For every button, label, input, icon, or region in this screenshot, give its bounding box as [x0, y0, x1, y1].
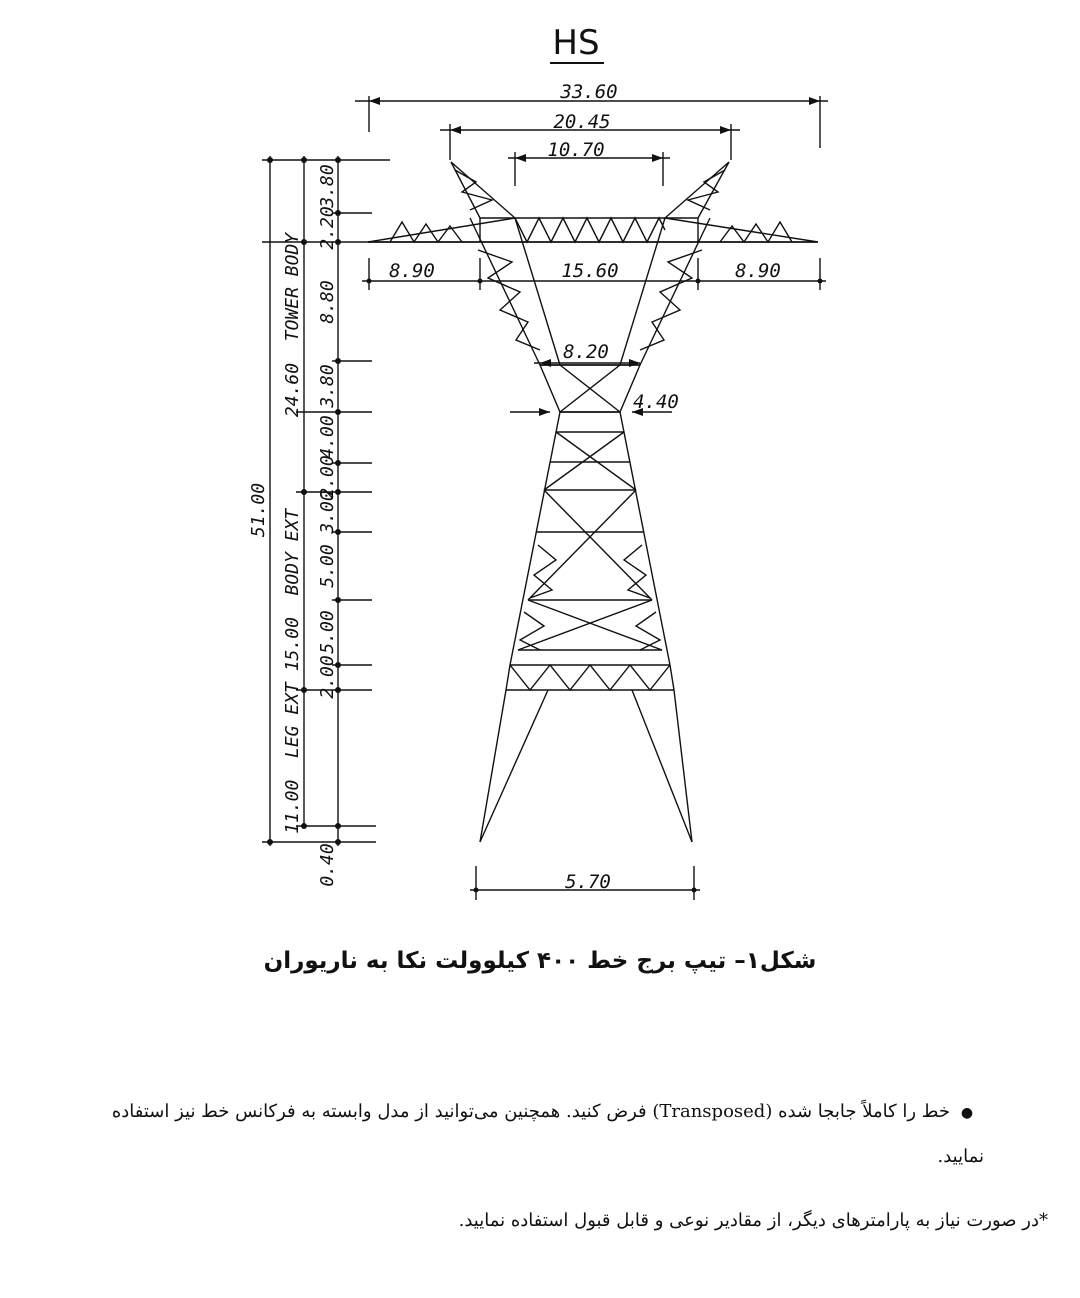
dim-base-width: 5.70	[565, 871, 611, 893]
dim-neck-width: 4.40	[633, 391, 679, 413]
dim-inner-span: 10.70	[547, 139, 605, 161]
dim-right-arm: 8.90	[735, 260, 781, 282]
dim-seg-9: 5.00	[317, 610, 338, 654]
bullet-note	[108, 1090, 984, 1179]
dim-seg-4: 3.80	[317, 364, 338, 408]
figure-caption: شکل۱– تیپ برج خط ۴۰۰ کیلوولت نکا به ناریوران	[263, 948, 817, 974]
dim-seg-11: 0.40	[317, 843, 338, 887]
dim-seg-1: 3.80	[317, 164, 338, 208]
dim-seg-6: 2.00	[317, 455, 338, 499]
dim-total-height: 51.00	[248, 482, 269, 538]
figure-title: HS	[552, 23, 600, 63]
dim-seg-8: 5.00	[317, 544, 338, 588]
dim-seg-3: 8.80	[317, 280, 338, 324]
dim-tower-body: 24.60 TOWER BODY	[282, 232, 303, 418]
dim-upper-span: 20.45	[553, 111, 611, 133]
bullet-icon: ●	[960, 1105, 974, 1121]
dim-seg-10: 2.00	[317, 655, 338, 699]
dim-seg-7: 3.00	[317, 490, 338, 534]
dim-seg-5: 4.00	[317, 415, 338, 459]
dim-seg-2: 2.20	[317, 206, 338, 250]
dim-body-ext: 15.00 BODY EXT	[282, 508, 303, 672]
dim-center-arm: 15.60	[561, 260, 619, 282]
footnote: *در صورت نیاز به پارامترهای دیگر، از مقادیر نوعی و قابل قبول استفاده نمایید.	[458, 1210, 1048, 1231]
dim-total-span: 33.60	[560, 81, 618, 103]
dim-leg-ext: 11.00 LEG EXT	[282, 682, 303, 834]
dim-left-arm: 8.90	[389, 260, 435, 282]
dim-waist-width: 8.20	[563, 341, 609, 363]
bullet-note-text: خط را کاملاً جابجا شده (Transposed) فرض کنید. همچنین می‌توانید از مدل وابسته به فرکانس خط نیز استفاده نمایید.	[111, 1101, 984, 1167]
